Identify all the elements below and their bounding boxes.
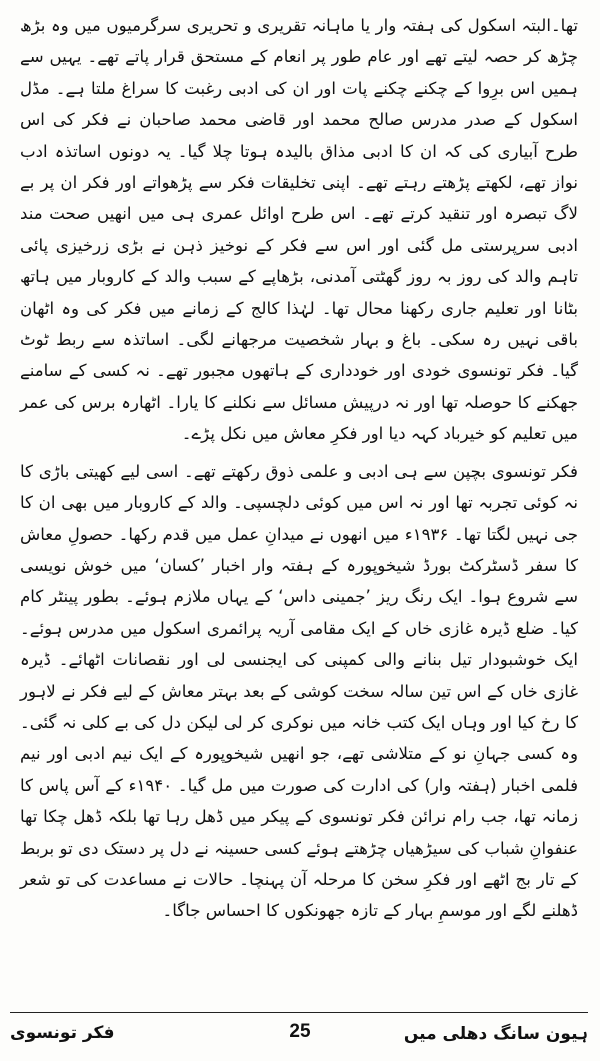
paragraph-1: تھا۔البتہ اسکول کی ہفتہ وار یا ماہانہ تقریری و تحریری سرگرمیوں میں وہ بڑھ چڑھ کر حصہ لیتے تھے اور عام طور پر انعام کے مستحق قرار پاتے تھے۔ یہیں سے ہمیں اس برِوا کے چکنے چکنے پات اور ان کی ادبی رغبت کا سراغ ملتا ہے۔ مڈل اسکول کے صدر مدرس صالح محمد اور قاضی محمد صاحبان نے فکر کی اس طرح آبیاری کی کہ ان کا ادبی مذاق بالیدہ ہوتا چلا گیا۔ یہ دونوں اساتذہ ادب نواز تھے، لکھتے پڑھتے رہتے تھے۔ اپنی تخلیقات فکر سے پڑھواتے اور فکر ان پر بے لاگ تبصرہ اور تنقید کرتے تھے۔ اس طرح اوائل عمری ہی میں انھیں صحت مند ادبی سرپرستی مل گئی اور اس سے فکر کے نوخیز ذہن نے بڑی زرخیزی پائی تاہم والد کی روز بہ روز گھٹتی آمدنی، بڑھاپے کے سبب والد کے کاروبار میں ہاتھ بٹانا اور تعلیم جاری رکھنا محال تھا۔ لہٰذا کالج کے زمانے میں فکر کی وہ اٹھان باقی نہیں رہ سکی۔ باغ و بہار شخصیت مرجھانے لگی۔ اساتذہ سے ربط ٹوٹ گیا۔ فکر تونسوی خودی اور خودداری کے ہاتھوں مجبور تھے۔ نہ کسی کے سامنے جھکنے کا حوصلہ تھا اور نہ درپیش مسائل سے نکلنے کا یارا۔ اٹھارہ برس کی عمر میں تعلیم کو خیرباد کہہ دیا اور فکرِ معاش میں نکل پڑے۔ xyxy=(20,16,578,444)
footer-rule xyxy=(10,1012,588,1013)
footer-book-title: ہیون سانگ دھلی میں xyxy=(403,1024,588,1044)
page-body-text xyxy=(20,10,578,927)
page-footer xyxy=(0,1015,600,1055)
footer-author: فکر تونسوی xyxy=(10,1023,115,1043)
page-number: 25 xyxy=(289,1021,311,1042)
paragraph-2: فکر تونسوی بچپن سے ہی ادبی و علمی ذوق رکھتے تھے۔ اسی لیے کھیتی باڑی کا نہ کوئی تجربہ تھا اور نہ اس میں کوئی دلچسپی۔ والد کے کاروبار میں بھی ان کا جی نہیں لگتا تھا۔ ۱۹۳۶ء میں انھوں نے میدانِ عمل میں قدم رکھا۔ حصولِ معاش کا سفر ڈسٹرکٹ بورڈ شیخوپورہ کے ہفتہ وار اخبار ’کسان‘ میں خوش نویسی سے شروع ہوا۔ ایک رنگ ریز ’جمینی داس‘ کے یہاں ملازم ہوئے۔ بطور پینٹر کام کیا۔ ضلع ڈیرہ غازی خاں کے ایک مقامی آریہ پرائمری اسکول میں مدرس ہوئے۔ ایک خوشبودار تیل بنانے والی کمپنی کی ایجنسی لی اور نقصانات اٹھائے۔ ڈیرہ غازی خاں کے اس تین سالہ سخت کوشی کے بعد بہتر معاش کے لیے فکر نے لاہور کا رخ کیا اور وہاں ایک کتب خانہ میں نوکری کر لی لیکن دل کی بے کلی نہ گئی۔ وہ کسی جہانِ نو کے متلاشی تھے، جو انھیں شیخوپورہ کے ایک نیم ادبی اور نیم فلمی اخبار (ہفتہ وار) کی ادارت کی صورت میں مل گیا۔ ۱۹۴۰ء کے آس پاس کا زمانہ تھا، جب رام نرائن فکر تونسوی کے پیکر میں ڈھل رہا تھا بلکہ ڈھل چکا تھا عنفوانِ شباب کی سیڑھیاں چڑھتے ہوئے کسی حسینہ نے دل پر دستک دی تو بربط کے تار بج اٹھے اور فکرِ سخن کا مرحلہ آن پہنچا۔ حالات نے مساعدت کی تو شعر ڈھلنے لگے اور موسمِ بہار کے تازہ جھونکوں کا احساس جاگا۔ xyxy=(20,461,578,921)
